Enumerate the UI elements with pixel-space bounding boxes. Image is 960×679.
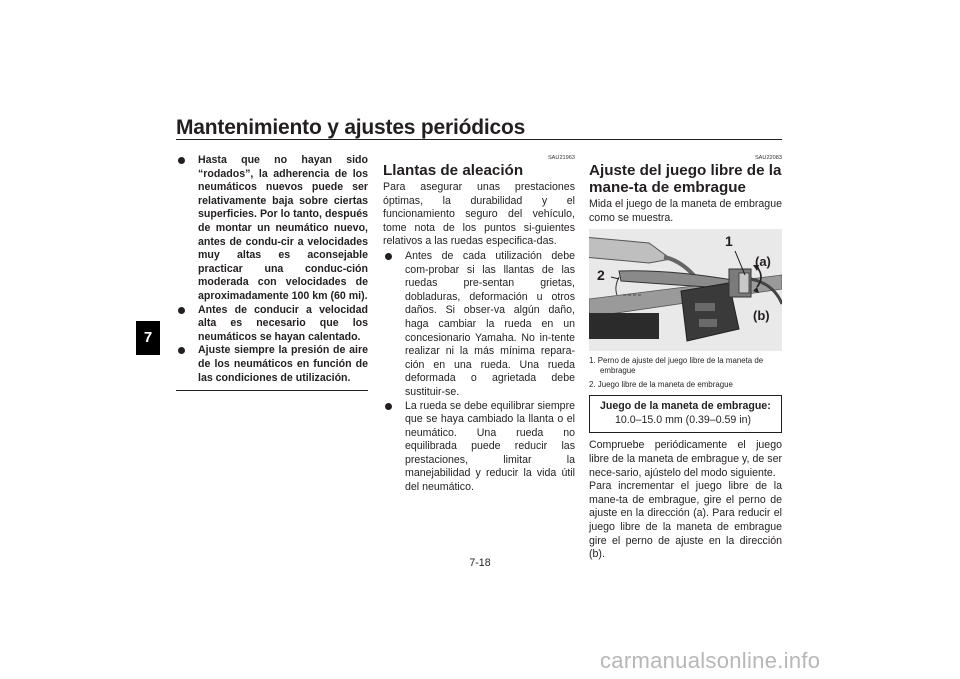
section-heading: Ajuste del juego libre de la mane-ta de embrague: [589, 162, 782, 196]
warning-list: [176, 154, 368, 385]
bullet-icon: [385, 253, 392, 260]
page-number: 7-18: [469, 557, 491, 569]
figure-label-b: (b): [753, 308, 770, 324]
middle-column: [383, 155, 575, 495]
clutch-lever-illustration: [589, 229, 782, 351]
bullet-icon: [178, 347, 185, 354]
section-code: SAU22083: [754, 155, 782, 161]
section-intro: Mida el juego de la maneta de embrague como se muestra.: [589, 198, 782, 224]
spec-value: 10.0–15.0 mm (0.39–0.59 in): [615, 413, 752, 426]
paragraph-adjust: Para incrementar el juego libre de la mane-ta de embrague, gire el perno de ajuste en la dirección (a). Para reducir el juego libre de la maneta de embrague gire el perno de ajuste en la dirección (b).: [589, 480, 782, 561]
bullet-item: Antes de cada utilización debe com-probar si las llantas de las ruedas pre-sentan grietas, dobladuras, deformación u otros daños. Si obser-va algún daño, haga cambiar la rueda en un concesionario Yamaha. No in-tente realizar ni la más mínima repara-ción en una rueda. Una rueda deformada o agrietada debe sustituir-se.: [383, 250, 575, 400]
bullet-list: [383, 250, 575, 495]
bullet-icon: [178, 307, 185, 314]
paragraph-check: Compruebe periódicamente el juego libre de la maneta de embrague y, de ser nece-sario, ajústelo del modo siguiente.: [589, 439, 782, 479]
spec-title: Juego de la maneta de embrague:: [600, 400, 771, 413]
warning-item: Antes de conducir a velocidad alta es necesario que los neumáticos se hayan calentado.: [176, 304, 368, 345]
bullet-icon: [385, 403, 392, 410]
bullet-icon: [178, 157, 185, 164]
section-intro: Para asegurar unas prestaciones óptimas, la durabilidad y el funcionamiento seguro del vehículo, tome nota de los puntos si-guientes relativos a las ruedas especifica-das.: [383, 181, 575, 248]
warning-item: Hasta que no hayan sido “rodados”, la adherencia de los neumáticos nuevos puede ser relativamente baja sobre ciertas superficies. Por lo tanto, después de montar un neumático nuevo, antes de condu-cir a velocidades muy altas es aconsejable practicar una conduc-ción moderada con velocidades de aproximadamente 100 km (60 mi).: [176, 154, 368, 304]
warning-item: Ajuste siempre la presión de aire de los neumáticos en función de las condiciones de utilización.: [176, 344, 368, 385]
figure-label-2: 2: [597, 267, 605, 284]
left-column: [176, 154, 368, 391]
clutch-lever-figure: [589, 229, 782, 351]
warning-end-rule: [176, 390, 368, 391]
figure-caption: 2. Juego libre de la maneta de embrague: [589, 380, 733, 390]
figure-caption: 1. Perno de ajuste del juego libre de la maneta de embrague: [589, 356, 764, 376]
figure-captions: [589, 356, 782, 390]
watermark: carmanualsonline.info: [600, 648, 821, 673]
header-rule: [176, 139, 782, 140]
right-column: [589, 155, 782, 562]
bullet-item: La rueda se debe equilibrar siempre que se haya cambiado la llanta o el neumático. Una rueda no equilibrada puede reducir las prestaciones, limitar la manejabilidad y reducir la vida útil del neumático.: [383, 400, 575, 495]
page-title: Mantenimiento y ajustes periódicos: [176, 116, 526, 139]
section-heading: Llantas de aleación: [383, 162, 524, 179]
figure-label-a: (a): [755, 254, 771, 270]
figure-label-1: 1: [725, 233, 733, 250]
chapter-tab: 7: [136, 321, 160, 355]
spec-box: [589, 395, 782, 433]
section-code: SAU21963: [547, 155, 575, 161]
